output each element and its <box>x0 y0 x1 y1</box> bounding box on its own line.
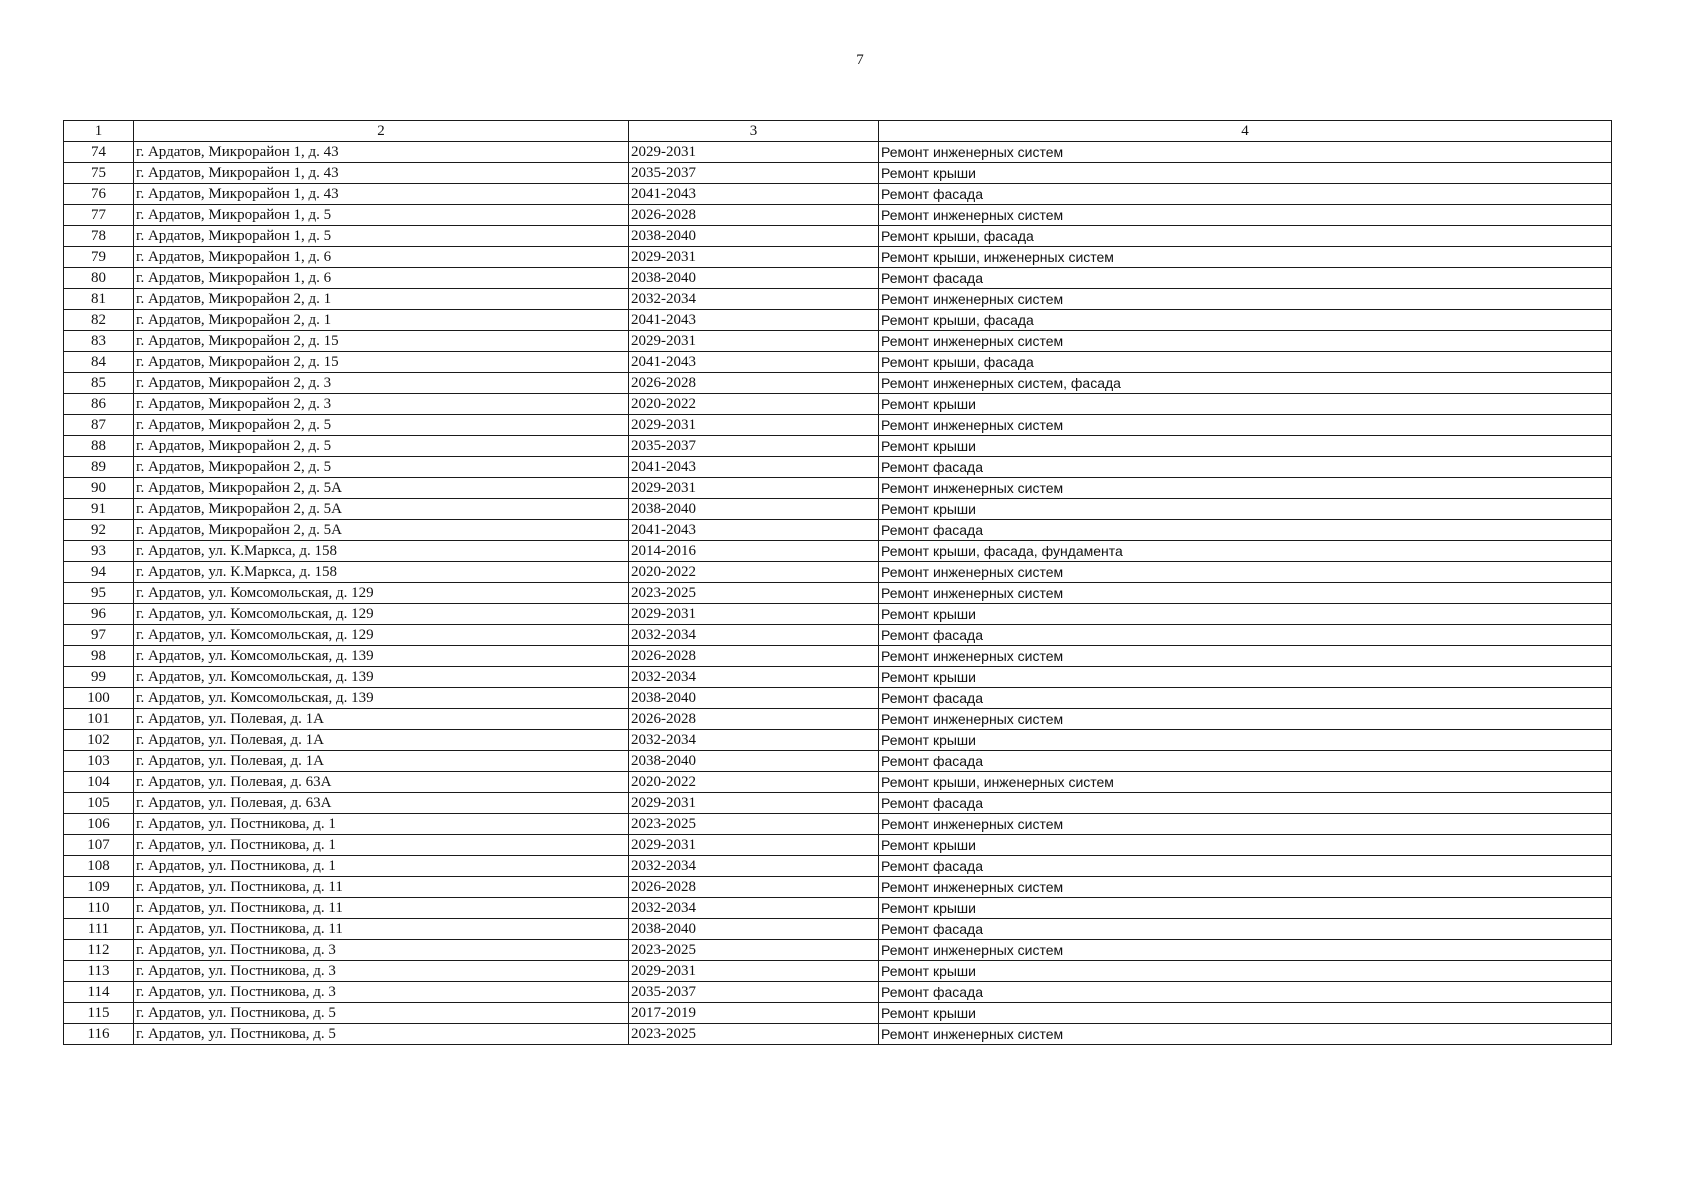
period-cell: 2029-2031 <box>629 604 879 625</box>
table-row <box>64 1003 1612 1024</box>
period-cell: 2023-2025 <box>629 1024 879 1045</box>
table-row <box>64 730 1612 751</box>
row-number-cell: 76 <box>64 184 134 205</box>
row-number-cell: 112 <box>64 940 134 961</box>
table-row <box>64 856 1612 877</box>
period-cell: 2029-2031 <box>629 835 879 856</box>
address-cell: г. Ардатов, ул. Постникова, д. 3 <box>134 961 629 982</box>
work-type-cell: Ремонт фасада <box>879 625 1612 646</box>
table-row <box>64 940 1612 961</box>
address-cell: г. Ардатов, Микрорайон 1, д. 5 <box>134 205 629 226</box>
table-row <box>64 394 1612 415</box>
row-number-cell: 87 <box>64 415 134 436</box>
work-type-cell: Ремонт инженерных систем <box>879 142 1612 163</box>
row-number-cell: 115 <box>64 1003 134 1024</box>
address-cell: г. Ардатов, ул. Постникова, д. 3 <box>134 940 629 961</box>
table-header-row <box>64 121 1612 142</box>
row-number-cell: 110 <box>64 898 134 919</box>
period-cell: 2035-2037 <box>629 436 879 457</box>
table-row <box>64 436 1612 457</box>
row-number-cell: 102 <box>64 730 134 751</box>
row-number-cell: 101 <box>64 709 134 730</box>
table-row <box>64 457 1612 478</box>
address-cell: г. Ардатов, ул. Постникова, д. 11 <box>134 898 629 919</box>
period-cell: 2026-2028 <box>629 877 879 898</box>
period-cell: 2023-2025 <box>629 583 879 604</box>
address-cell: г. Ардатов, Микрорайон 2, д. 1 <box>134 310 629 331</box>
period-cell: 2041-2043 <box>629 520 879 541</box>
row-number-cell: 79 <box>64 247 134 268</box>
work-type-cell: Ремонт фасада <box>879 856 1612 877</box>
table-body <box>64 142 1612 1045</box>
period-cell: 2032-2034 <box>629 856 879 877</box>
work-type-cell: Ремонт крыши, инженерных систем <box>879 772 1612 793</box>
address-cell: г. Ардатов, ул. Постникова, д. 3 <box>134 982 629 1003</box>
work-type-cell: Ремонт фасада <box>879 184 1612 205</box>
table-row <box>64 268 1612 289</box>
column-header-3: 3 <box>629 121 879 142</box>
work-type-cell: Ремонт инженерных систем <box>879 478 1612 499</box>
work-type-cell: Ремонт инженерных систем <box>879 940 1612 961</box>
address-cell: г. Ардатов, ул. Постникова, д. 1 <box>134 835 629 856</box>
period-cell: 2020-2022 <box>629 562 879 583</box>
row-number-cell: 116 <box>64 1024 134 1045</box>
work-type-cell: Ремонт фасада <box>879 688 1612 709</box>
work-type-cell: Ремонт крыши <box>879 163 1612 184</box>
table-row <box>64 814 1612 835</box>
work-type-cell: Ремонт фасада <box>879 982 1612 1003</box>
row-number-cell: 85 <box>64 373 134 394</box>
period-cell: 2035-2037 <box>629 982 879 1003</box>
table-row <box>64 205 1612 226</box>
work-type-cell: Ремонт крыши, инженерных систем <box>879 247 1612 268</box>
period-cell: 2038-2040 <box>629 919 879 940</box>
period-cell: 2041-2043 <box>629 184 879 205</box>
table-row <box>64 667 1612 688</box>
period-cell: 2029-2031 <box>629 415 879 436</box>
table-row <box>64 793 1612 814</box>
work-type-cell: Ремонт крыши <box>879 499 1612 520</box>
address-cell: г. Ардатов, Микрорайон 2, д. 5 <box>134 436 629 457</box>
period-cell: 2029-2031 <box>629 478 879 499</box>
row-number-cell: 94 <box>64 562 134 583</box>
row-number-cell: 82 <box>64 310 134 331</box>
work-type-cell: Ремонт инженерных систем <box>879 646 1612 667</box>
work-type-cell: Ремонт фасада <box>879 919 1612 940</box>
work-type-cell: Ремонт инженерных систем <box>879 709 1612 730</box>
address-cell: г. Ардатов, ул. К.Маркса, д. 158 <box>134 562 629 583</box>
table-row <box>64 772 1612 793</box>
table-row <box>64 751 1612 772</box>
address-cell: г. Ардатов, Микрорайон 2, д. 5А <box>134 520 629 541</box>
table-row <box>64 541 1612 562</box>
period-cell: 2023-2025 <box>629 814 879 835</box>
row-number-cell: 105 <box>64 793 134 814</box>
address-cell: г. Ардатов, ул. Постникова, д. 5 <box>134 1003 629 1024</box>
row-number-cell: 114 <box>64 982 134 1003</box>
address-cell: г. Ардатов, ул. К.Маркса, д. 158 <box>134 541 629 562</box>
table-row <box>64 499 1612 520</box>
address-cell: г. Ардатов, Микрорайон 1, д. 43 <box>134 184 629 205</box>
table-row <box>64 961 1612 982</box>
work-type-cell: Ремонт фасада <box>879 751 1612 772</box>
row-number-cell: 84 <box>64 352 134 373</box>
period-cell: 2041-2043 <box>629 457 879 478</box>
row-number-cell: 104 <box>64 772 134 793</box>
address-cell: г. Ардатов, Микрорайон 2, д. 1 <box>134 289 629 310</box>
table-row <box>64 310 1612 331</box>
work-type-cell: Ремонт фасада <box>879 520 1612 541</box>
work-type-cell: Ремонт крыши <box>879 394 1612 415</box>
period-cell: 2026-2028 <box>629 646 879 667</box>
table-row <box>64 520 1612 541</box>
period-cell: 2041-2043 <box>629 352 879 373</box>
table-row <box>64 583 1612 604</box>
row-number-cell: 97 <box>64 625 134 646</box>
table-row <box>64 184 1612 205</box>
address-cell: г. Ардатов, ул. Постникова, д. 1 <box>134 814 629 835</box>
work-type-cell: Ремонт крыши <box>879 436 1612 457</box>
work-type-cell: Ремонт крыши <box>879 730 1612 751</box>
table-row <box>64 709 1612 730</box>
address-cell: г. Ардатов, ул. Постникова, д. 1 <box>134 856 629 877</box>
address-cell: г. Ардатов, ул. Полевая, д. 1А <box>134 730 629 751</box>
table-row <box>64 562 1612 583</box>
work-type-cell: Ремонт фасада <box>879 268 1612 289</box>
work-type-cell: Ремонт крыши, фасада, фундамента <box>879 541 1612 562</box>
period-cell: 2032-2034 <box>629 730 879 751</box>
address-cell: г. Ардатов, Микрорайон 2, д. 5 <box>134 457 629 478</box>
row-number-cell: 106 <box>64 814 134 835</box>
address-cell: г. Ардатов, ул. Комсомольская, д. 139 <box>134 688 629 709</box>
row-number-cell: 109 <box>64 877 134 898</box>
address-cell: г. Ардатов, Микрорайон 2, д. 3 <box>134 373 629 394</box>
work-type-cell: Ремонт крыши <box>879 667 1612 688</box>
work-type-cell: Ремонт крыши, фасада <box>879 352 1612 373</box>
row-number-cell: 78 <box>64 226 134 247</box>
work-type-cell: Ремонт инженерных систем <box>879 331 1612 352</box>
address-cell: г. Ардатов, ул. Комсомольская, д. 139 <box>134 667 629 688</box>
address-cell: г. Ардатов, ул. Полевая, д. 1А <box>134 751 629 772</box>
column-header-2: 2 <box>134 121 629 142</box>
period-cell: 2032-2034 <box>629 898 879 919</box>
period-cell: 2038-2040 <box>629 226 879 247</box>
table-row <box>64 415 1612 436</box>
address-cell: г. Ардатов, Микрорайон 2, д. 3 <box>134 394 629 415</box>
table-row <box>64 352 1612 373</box>
table-row <box>64 142 1612 163</box>
period-cell: 2038-2040 <box>629 268 879 289</box>
work-type-cell: Ремонт инженерных систем <box>879 583 1612 604</box>
period-cell: 2029-2031 <box>629 247 879 268</box>
work-type-cell: Ремонт крыши <box>879 604 1612 625</box>
period-cell: 2041-2043 <box>629 310 879 331</box>
period-cell: 2029-2031 <box>629 793 879 814</box>
table-row <box>64 625 1612 646</box>
table-row <box>64 982 1612 1003</box>
work-type-cell: Ремонт крыши <box>879 898 1612 919</box>
row-number-cell: 86 <box>64 394 134 415</box>
row-number-cell: 100 <box>64 688 134 709</box>
period-cell: 2035-2037 <box>629 163 879 184</box>
work-type-cell: Ремонт крыши <box>879 835 1612 856</box>
work-type-cell: Ремонт инженерных систем <box>879 562 1612 583</box>
period-cell: 2026-2028 <box>629 373 879 394</box>
period-cell: 2020-2022 <box>629 394 879 415</box>
table-row <box>64 604 1612 625</box>
work-type-cell: Ремонт крыши, фасада <box>879 226 1612 247</box>
address-cell: г. Ардатов, Микрорайон 1, д. 43 <box>134 142 629 163</box>
row-number-cell: 99 <box>64 667 134 688</box>
period-cell: 2029-2031 <box>629 961 879 982</box>
table-row <box>64 226 1612 247</box>
address-cell: г. Ардатов, Микрорайон 2, д. 15 <box>134 331 629 352</box>
address-cell: г. Ардатов, ул. Постникова, д. 11 <box>134 919 629 940</box>
row-number-cell: 81 <box>64 289 134 310</box>
table-row <box>64 373 1612 394</box>
row-number-cell: 89 <box>64 457 134 478</box>
period-cell: 2038-2040 <box>629 499 879 520</box>
period-cell: 2026-2028 <box>629 709 879 730</box>
period-cell: 2032-2034 <box>629 289 879 310</box>
table-row <box>64 163 1612 184</box>
period-cell: 2017-2019 <box>629 1003 879 1024</box>
table-row <box>64 478 1612 499</box>
row-number-cell: 107 <box>64 835 134 856</box>
address-cell: г. Ардатов, Микрорайон 1, д. 6 <box>134 268 629 289</box>
table-row <box>64 919 1612 940</box>
column-header-4: 4 <box>879 121 1612 142</box>
address-cell: г. Ардатов, ул. Комсомольская, д. 129 <box>134 583 629 604</box>
table-row <box>64 646 1612 667</box>
row-number-cell: 90 <box>64 478 134 499</box>
table-row <box>64 331 1612 352</box>
address-cell: г. Ардатов, Микрорайон 1, д. 5 <box>134 226 629 247</box>
work-type-cell: Ремонт фасада <box>879 457 1612 478</box>
row-number-cell: 103 <box>64 751 134 772</box>
row-number-cell: 96 <box>64 604 134 625</box>
work-type-cell: Ремонт инженерных систем <box>879 1024 1612 1045</box>
period-cell: 2032-2034 <box>629 625 879 646</box>
address-cell: г. Ардатов, ул. Постникова, д. 11 <box>134 877 629 898</box>
work-type-cell: Ремонт крыши, фасада <box>879 310 1612 331</box>
work-type-cell: Ремонт инженерных систем <box>879 205 1612 226</box>
work-type-cell: Ремонт инженерных систем <box>879 415 1612 436</box>
address-cell: г. Ардатов, Микрорайон 2, д. 5 <box>134 415 629 436</box>
work-type-cell: Ремонт инженерных систем <box>879 289 1612 310</box>
address-cell: г. Ардатов, ул. Полевая, д. 63А <box>134 772 629 793</box>
table-row <box>64 1024 1612 1045</box>
row-number-cell: 93 <box>64 541 134 562</box>
work-type-cell: Ремонт инженерных систем, фасада <box>879 373 1612 394</box>
table-row <box>64 688 1612 709</box>
row-number-cell: 113 <box>64 961 134 982</box>
work-type-cell: Ремонт инженерных систем <box>879 877 1612 898</box>
address-cell: г. Ардатов, Микрорайон 2, д. 5А <box>134 499 629 520</box>
page-number: 7 <box>856 52 864 68</box>
period-cell: 2029-2031 <box>629 142 879 163</box>
row-number-cell: 74 <box>64 142 134 163</box>
address-cell: г. Ардатов, Микрорайон 1, д. 43 <box>134 163 629 184</box>
table-row <box>64 247 1612 268</box>
column-header-1: 1 <box>64 121 134 142</box>
address-cell: г. Ардатов, Микрорайон 2, д. 5А <box>134 478 629 499</box>
period-cell: 2038-2040 <box>629 751 879 772</box>
row-number-cell: 77 <box>64 205 134 226</box>
row-number-cell: 75 <box>64 163 134 184</box>
row-number-cell: 95 <box>64 583 134 604</box>
row-number-cell: 83 <box>64 331 134 352</box>
table-row <box>64 289 1612 310</box>
address-cell: г. Ардатов, ул. Полевая, д. 63А <box>134 793 629 814</box>
row-number-cell: 108 <box>64 856 134 877</box>
table-row <box>64 835 1612 856</box>
table-row <box>64 877 1612 898</box>
period-cell: 2026-2028 <box>629 205 879 226</box>
period-cell: 2014-2016 <box>629 541 879 562</box>
period-cell: 2032-2034 <box>629 667 879 688</box>
period-cell: 2038-2040 <box>629 688 879 709</box>
work-type-cell: Ремонт крыши <box>879 961 1612 982</box>
row-number-cell: 91 <box>64 499 134 520</box>
row-number-cell: 88 <box>64 436 134 457</box>
period-cell: 2020-2022 <box>629 772 879 793</box>
address-cell: г. Ардатов, ул. Комсомольская, д. 129 <box>134 604 629 625</box>
address-cell: г. Ардатов, ул. Комсомольская, д. 129 <box>134 625 629 646</box>
address-cell: г. Ардатов, ул. Комсомольская, д. 139 <box>134 646 629 667</box>
work-type-cell: Ремонт инженерных систем <box>879 814 1612 835</box>
row-number-cell: 98 <box>64 646 134 667</box>
period-cell: 2029-2031 <box>629 331 879 352</box>
row-number-cell: 111 <box>64 919 134 940</box>
address-cell: г. Ардатов, Микрорайон 2, д. 15 <box>134 352 629 373</box>
period-cell: 2023-2025 <box>629 940 879 961</box>
address-cell: г. Ардатов, ул. Постникова, д. 5 <box>134 1024 629 1045</box>
work-type-cell: Ремонт фасада <box>879 793 1612 814</box>
address-cell: г. Ардатов, ул. Полевая, д. 1А <box>134 709 629 730</box>
table-row <box>64 898 1612 919</box>
address-cell: г. Ардатов, Микрорайон 1, д. 6 <box>134 247 629 268</box>
repair-schedule-table <box>63 120 1612 1045</box>
row-number-cell: 80 <box>64 268 134 289</box>
row-number-cell: 92 <box>64 520 134 541</box>
work-type-cell: Ремонт крыши <box>879 1003 1612 1024</box>
